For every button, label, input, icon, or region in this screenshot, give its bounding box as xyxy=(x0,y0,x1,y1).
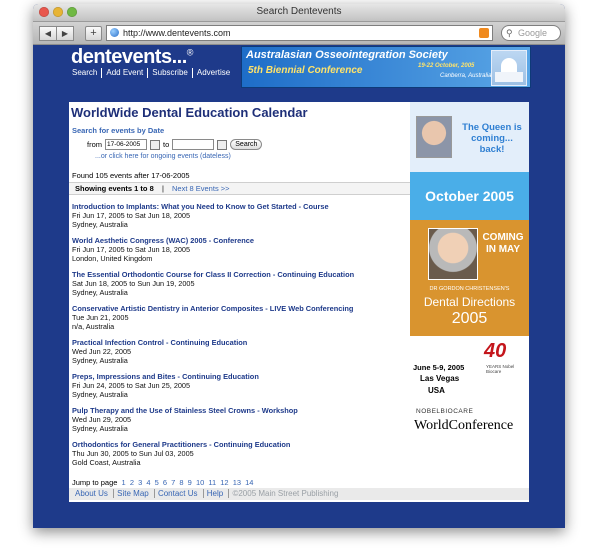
search-button[interactable]: Search xyxy=(230,139,262,150)
conference-city: Las Vegas xyxy=(420,374,460,383)
list-item xyxy=(72,338,442,372)
list-item xyxy=(72,440,442,474)
page-title: WorldWide Dental Education Calendar xyxy=(71,105,308,120)
nav-subscribe[interactable]: Subscribe xyxy=(147,68,192,78)
search-icon: ⚲ xyxy=(506,28,513,38)
event-location: Sydney, Australia xyxy=(72,288,128,297)
list-item xyxy=(72,270,442,304)
rss-icon[interactable] xyxy=(479,28,489,38)
page-link[interactable]: 12 xyxy=(220,478,229,487)
page-link[interactable]: 2 xyxy=(129,478,134,487)
add-bookmark-button[interactable]: + xyxy=(85,26,102,41)
search-field[interactable] xyxy=(501,25,561,41)
page-footer xyxy=(69,488,529,500)
event-dates: Tue Jun 21, 2005 xyxy=(72,313,129,322)
event-title-link[interactable]: The Essential Orthodontic Course for Class II Correction - Continuing Education xyxy=(72,270,355,279)
page-link[interactable]: 11 xyxy=(208,478,217,487)
queen-photo xyxy=(416,116,452,158)
browser-window xyxy=(33,4,565,528)
logo-text: dentevents... xyxy=(71,46,187,68)
date-range-row xyxy=(87,139,262,150)
event-title-link[interactable]: Conservative Artistic Dentistry in Anterior Composites - LIVE Web Conferencing xyxy=(72,304,354,313)
address-bar[interactable] xyxy=(106,25,493,41)
event-location: Sydney, Australia xyxy=(72,424,128,433)
page-link[interactable]: 4 xyxy=(146,478,151,487)
event-title-link[interactable]: Practical Infection Control - Continuing Education xyxy=(72,338,248,347)
event-location: Sydney, Australia xyxy=(72,390,128,399)
list-item xyxy=(72,236,442,270)
queen-ad[interactable] xyxy=(410,102,529,172)
from-calendar-icon[interactable] xyxy=(150,140,160,150)
ad-sidebar xyxy=(410,102,529,502)
window-title: Search Dentevents xyxy=(256,6,342,17)
footer-help-link[interactable]: Help xyxy=(203,489,226,498)
event-title-link[interactable]: Pulp Therapy and the Use of Stainless Steel Crowns - Workshop xyxy=(72,406,298,415)
list-item xyxy=(72,372,442,406)
forty-years-logo: 40 xyxy=(484,340,507,362)
top-nav xyxy=(71,68,234,78)
forward-button[interactable]: ▶ xyxy=(57,26,74,41)
list-item xyxy=(72,202,442,236)
results-count: Found 105 events after 17-06-2005 xyxy=(72,171,190,180)
event-location: Gold Coast, Australia xyxy=(72,458,141,467)
page-link[interactable]: 3 xyxy=(138,478,143,487)
site-logo[interactable] xyxy=(71,46,193,69)
event-dates: Fri Jun 17, 2005 to Sat Jun 18, 2005 xyxy=(72,245,191,254)
event-title-link[interactable]: Introduction to Implants: What you Need to Know to Get Started - Course xyxy=(72,202,329,211)
conference-dates: June 5-9, 2005 xyxy=(413,363,465,372)
dental-directions-ad[interactable] xyxy=(410,220,529,336)
event-dates: Wed Jun 29, 2005 xyxy=(72,415,132,424)
copyright-text: ©2005 Main Street Publishing xyxy=(228,489,338,498)
event-title-link[interactable]: Preps, Impressions and Bites - Continuing Education xyxy=(72,372,259,381)
results-bar xyxy=(69,182,442,195)
from-label: from xyxy=(87,140,102,149)
nav-advertise[interactable]: Advertise xyxy=(192,68,234,78)
showing-text: Showing events 1 to 8 xyxy=(75,184,154,193)
to-calendar-icon[interactable] xyxy=(217,140,227,150)
main-content xyxy=(69,102,443,502)
conference-banner[interactable] xyxy=(241,46,531,88)
url-text[interactable]: http://www.dentevents.com xyxy=(123,28,231,38)
back-button[interactable]: ◀ xyxy=(39,26,57,41)
page-link[interactable]: 10 xyxy=(195,478,205,487)
event-dates: Thu Jun 30, 2005 to Sun Jul 03, 2005 xyxy=(72,449,194,458)
to-label: to xyxy=(163,140,170,149)
event-location: n/a, Australia xyxy=(72,322,115,331)
event-dates: Wed Jun 22, 2005 xyxy=(72,347,132,356)
page-link[interactable]: 6 xyxy=(162,478,168,487)
event-list xyxy=(72,202,442,474)
footer-about-link[interactable]: About Us xyxy=(75,489,108,498)
ongoing-events-link[interactable]: ...or click here for ongoing events (dateless) xyxy=(95,153,231,160)
registered-mark: ® xyxy=(186,47,193,58)
conference-country: USA xyxy=(428,386,445,395)
event-dates: Sat Jun 18, 2005 to Sun Jun 19, 2005 xyxy=(72,279,195,288)
search-placeholder: Google xyxy=(518,28,548,38)
site-header xyxy=(33,44,565,100)
to-date-input[interactable] xyxy=(172,139,214,150)
nav-add-event[interactable]: Add Event xyxy=(101,68,147,78)
coming-in-may-text: COMING IN MAY xyxy=(482,232,524,255)
banner-dates: 19-22 October, 2005 xyxy=(418,63,475,69)
world-conference-title: WorldConference xyxy=(414,418,514,433)
page-link[interactable]: 13 xyxy=(232,478,242,487)
browser-toolbar xyxy=(33,22,565,45)
doctor-photo xyxy=(428,228,478,280)
footer-sitemap-link[interactable]: Site Map xyxy=(113,489,152,498)
dental-directions-title: Dental Directions xyxy=(423,295,516,309)
jump-label: Jump to page xyxy=(72,478,118,487)
october-ad-text: October 2005 xyxy=(425,188,514,204)
nobel-small-text: YEARS Nobel Biocare xyxy=(486,364,515,374)
page-link[interactable]: 8 xyxy=(179,478,184,487)
pagination xyxy=(72,478,253,487)
event-location: London, United Kingdom xyxy=(72,254,153,263)
queen-ad-text: The Queen is coming... back! xyxy=(462,122,522,155)
list-item xyxy=(72,304,442,338)
page-link[interactable]: 5 xyxy=(154,478,159,487)
event-title-link[interactable]: World Aesthetic Congress (WAC) 2005 - Conference xyxy=(72,236,254,245)
parliament-building-image xyxy=(491,50,527,86)
page-link[interactable]: 7 xyxy=(171,478,176,487)
history-buttons xyxy=(39,26,74,41)
banner-conference: 5th Biennial Conference xyxy=(248,65,363,76)
banner-place: Canberra, Australia xyxy=(440,73,492,79)
title-bar xyxy=(33,4,565,22)
nav-search[interactable]: Search xyxy=(72,68,98,77)
event-location: Sydney, Australia xyxy=(72,356,128,365)
event-dates: Fri Jun 17, 2005 to Sat Jun 18, 2005 xyxy=(72,211,191,220)
page-link[interactable]: 1 xyxy=(121,478,126,487)
date-search-label: Search for events by Date xyxy=(72,126,165,135)
footer-contact-link[interactable]: Contact Us xyxy=(154,489,201,498)
doctor-name-text: DR GORDON CHRISTENSEN'S xyxy=(429,286,510,292)
globe-icon xyxy=(110,28,119,37)
banner-society: Australasian Osseointegration Society xyxy=(246,49,448,61)
from-date-input[interactable]: 17-06-2005 xyxy=(105,139,147,150)
event-title-link[interactable]: Orthodontics for General Practitioners - Continuing Education xyxy=(72,440,291,449)
october-ad[interactable] xyxy=(410,172,529,220)
next-events-link[interactable]: Next 8 Events >> xyxy=(172,184,230,193)
nobel-brand-text: NOBELBIOCARE xyxy=(416,408,474,415)
world-conference-ad[interactable] xyxy=(410,336,529,456)
results-separator: | xyxy=(162,184,164,193)
event-location: Sydney, Australia xyxy=(72,220,128,229)
page-link[interactable]: 9 xyxy=(187,478,192,487)
page-link[interactable]: 14 xyxy=(245,478,254,487)
dental-directions-year: 2005 xyxy=(451,310,488,327)
event-dates: Fri Jun 24, 2005 to Sat Jun 25, 2005 xyxy=(72,381,191,390)
list-item xyxy=(72,406,442,440)
